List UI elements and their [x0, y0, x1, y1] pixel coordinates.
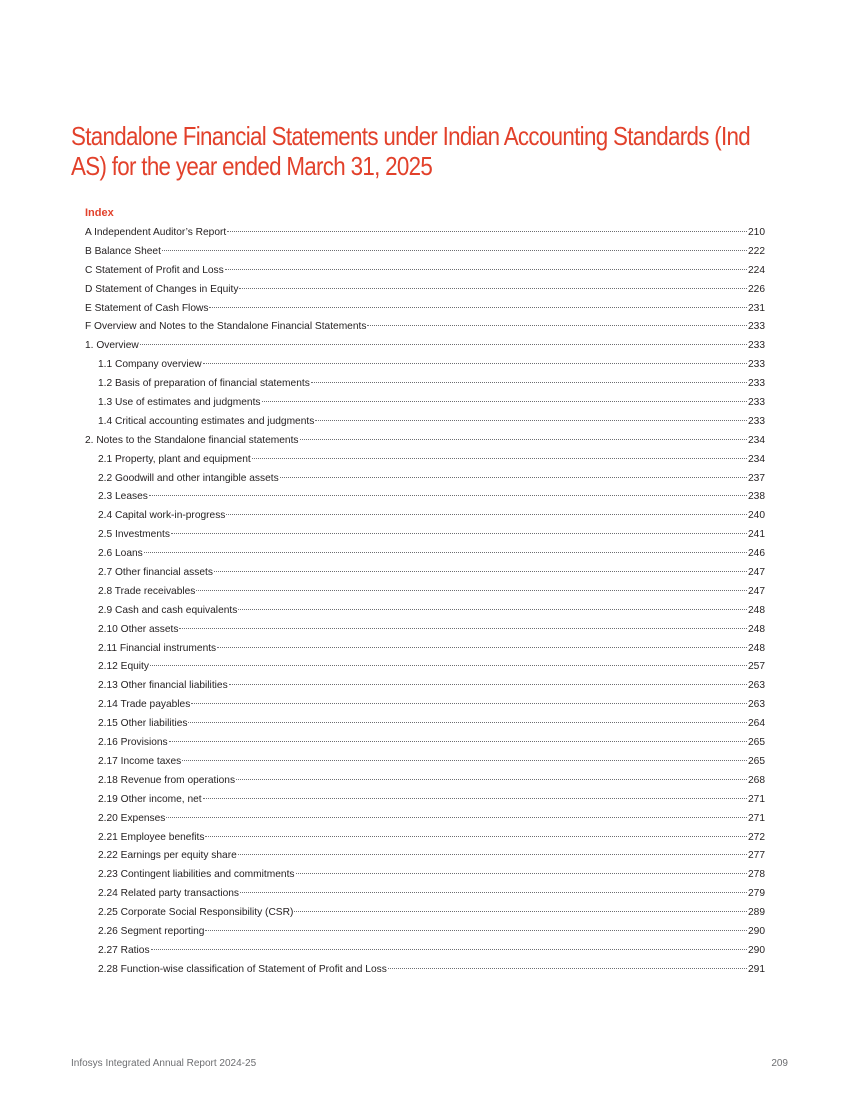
- dot-leader: [151, 949, 747, 950]
- toc-entry-page: 271: [748, 812, 765, 824]
- toc-entry-page: 248: [748, 623, 765, 635]
- toc-entry[interactable]: [85, 734, 765, 753]
- dot-leader: [205, 836, 747, 837]
- toc-entry[interactable]: [85, 300, 765, 319]
- toc-entry[interactable]: [85, 810, 765, 829]
- dot-leader: [203, 798, 747, 799]
- toc-entry-label: D Statement of Changes in Equity: [85, 283, 239, 295]
- toc-entry[interactable]: [85, 243, 765, 262]
- dot-leader: [171, 533, 747, 534]
- toc-entry[interactable]: [85, 829, 765, 848]
- toc-entry-page: 233: [748, 378, 765, 390]
- toc-entry-page: 277: [748, 850, 765, 862]
- dot-leader: [182, 760, 747, 761]
- toc-entry[interactable]: [85, 696, 765, 715]
- toc-entry[interactable]: [85, 262, 765, 281]
- toc-entry[interactable]: [85, 507, 765, 526]
- toc-entry[interactable]: [85, 904, 765, 923]
- dot-leader: [315, 420, 747, 421]
- table-of-contents: [85, 224, 765, 980]
- dot-leader: [238, 609, 747, 610]
- toc-entry-page: 233: [748, 415, 765, 427]
- toc-entry-page: 271: [748, 793, 765, 805]
- dot-leader: [240, 892, 747, 893]
- toc-entry-label: 2.17 Income taxes: [98, 755, 182, 767]
- toc-entry-label: 2.26 Segment reporting: [98, 925, 205, 937]
- toc-entry[interactable]: [85, 488, 765, 507]
- toc-entry[interactable]: [85, 961, 765, 980]
- toc-entry[interactable]: [85, 413, 765, 432]
- dot-leader: [150, 665, 747, 666]
- toc-entry-label: 2.13 Other financial liabilities: [98, 680, 228, 692]
- toc-entry[interactable]: [85, 432, 765, 451]
- toc-entry-page: 290: [748, 925, 765, 937]
- toc-entry[interactable]: [85, 356, 765, 375]
- toc-entry[interactable]: [85, 375, 765, 394]
- toc-entry-label: 2.22 Earnings per equity share: [98, 850, 237, 862]
- toc-entry-label: 2.25 Corporate Social Responsibility (CSR): [98, 907, 294, 919]
- toc-entry-page: 265: [748, 755, 765, 767]
- toc-entry-label: 2.3 Leases: [98, 491, 148, 503]
- toc-entry-label: 2.27 Ratios: [98, 944, 150, 956]
- dot-leader: [205, 930, 747, 931]
- dot-leader: [300, 439, 747, 440]
- toc-entry-label: 2.20 Expenses: [98, 812, 166, 824]
- toc-entry[interactable]: [85, 640, 765, 659]
- toc-entry-page: 231: [748, 302, 765, 314]
- toc-entry-page: 240: [748, 510, 765, 522]
- toc-entry-page: 241: [748, 529, 765, 541]
- dot-leader: [229, 684, 747, 685]
- toc-entry-page: 248: [748, 642, 765, 654]
- toc-entry[interactable]: [85, 885, 765, 904]
- dot-leader: [252, 458, 747, 459]
- toc-entry-page: 289: [748, 907, 765, 919]
- toc-entry-label: C Statement of Profit and Loss: [85, 264, 224, 276]
- toc-entry-page: 264: [748, 718, 765, 730]
- toc-entry-label: 2.12 Equity: [98, 661, 149, 673]
- dot-leader: [294, 911, 747, 912]
- dot-leader: [203, 363, 747, 364]
- dot-leader: [238, 854, 747, 855]
- toc-entry-label: 1.1 Company overview: [98, 359, 202, 371]
- dot-leader: [162, 250, 747, 251]
- dot-leader: [311, 382, 747, 383]
- toc-entry[interactable]: [85, 281, 765, 300]
- toc-entry-label: 1.4 Critical accounting estimates and judgments: [98, 415, 315, 427]
- toc-entry-page: 210: [748, 227, 765, 238]
- toc-entry[interactable]: [85, 318, 765, 337]
- toc-entry-label: 2.15 Other liabilities: [98, 718, 188, 730]
- toc-entry-label: 2.8 Trade receivables: [98, 585, 196, 597]
- toc-entry-page: 248: [748, 604, 765, 616]
- toc-entry-page: 257: [748, 661, 765, 673]
- dot-leader: [217, 647, 747, 648]
- toc-entry-label: 2.24 Related party transactions: [98, 888, 240, 900]
- toc-entry-page: 291: [748, 963, 765, 975]
- toc-entry-label: A Independent Auditor’s Report: [85, 227, 227, 238]
- toc-entry-label: 2.21 Employee benefits: [98, 831, 205, 843]
- toc-entry[interactable]: [85, 583, 765, 602]
- toc-entry[interactable]: [85, 772, 765, 791]
- toc-entry-label: 2.6 Loans: [98, 548, 143, 560]
- toc-entry-page: 237: [748, 472, 765, 484]
- dot-leader: [144, 552, 747, 553]
- toc-entry-page: 272: [748, 831, 765, 843]
- toc-entry-label: E Statement of Cash Flows: [85, 302, 209, 314]
- index-heading: Index: [85, 207, 114, 219]
- toc-entry-page: 279: [748, 888, 765, 900]
- toc-entry-label: 2.7 Other financial assets: [98, 567, 213, 579]
- toc-entry-label: 2.9 Cash and cash equivalents: [98, 604, 238, 616]
- toc-entry[interactable]: [85, 394, 765, 413]
- toc-entry[interactable]: [85, 715, 765, 734]
- toc-entry-label: 2.19 Other income, net: [98, 793, 202, 805]
- toc-entry-page: 238: [748, 491, 765, 503]
- footer-report-name: Infosys Integrated Annual Report 2024-25: [71, 1058, 257, 1069]
- dot-leader: [169, 741, 747, 742]
- toc-entry-page: 234: [748, 434, 765, 446]
- toc-entry-label: 2.4 Capital work-in-progress: [98, 510, 226, 522]
- toc-entry-page: 263: [748, 699, 765, 711]
- dot-leader: [140, 344, 747, 345]
- toc-entry-label: B Balance Sheet: [85, 245, 161, 257]
- dot-leader: [188, 722, 747, 723]
- toc-entry-page: 226: [748, 283, 765, 295]
- toc-entry-page: 265: [748, 737, 765, 749]
- toc-entry[interactable]: [85, 602, 765, 621]
- toc-entry-label: F Overview and Notes to the Standalone Financial Statements: [85, 321, 367, 333]
- toc-entry-label: 1. Overview: [85, 340, 139, 352]
- toc-entry-page: 247: [748, 585, 765, 597]
- toc-entry-label: 2.10 Other assets: [98, 623, 179, 635]
- toc-entry[interactable]: [85, 337, 765, 356]
- toc-entry-label: 2.11 Financial instruments: [98, 642, 217, 654]
- toc-entry-page: 290: [748, 944, 765, 956]
- dot-leader: [166, 817, 747, 818]
- toc-entry-label: 1.3 Use of estimates and judgments: [98, 397, 261, 409]
- toc-entry-label: 2.5 Investments: [98, 529, 170, 541]
- toc-entry-label: 2. Notes to the Standalone financial statements: [85, 434, 299, 446]
- toc-entry-page: 233: [748, 359, 765, 371]
- toc-entry-page: 233: [748, 321, 765, 333]
- dot-leader: [280, 477, 747, 478]
- toc-entry-page: 268: [748, 774, 765, 786]
- toc-entry[interactable]: [85, 847, 765, 866]
- dot-leader: [227, 231, 747, 232]
- toc-entry[interactable]: [85, 942, 765, 961]
- toc-entry[interactable]: [85, 545, 765, 564]
- dot-leader: [296, 873, 748, 874]
- dot-leader: [262, 401, 747, 402]
- dot-leader: [196, 590, 747, 591]
- toc-entry[interactable]: [85, 526, 765, 545]
- dot-leader: [367, 325, 747, 326]
- toc-entry[interactable]: [85, 470, 765, 489]
- dot-leader: [214, 571, 747, 572]
- toc-entry-page: 278: [748, 869, 765, 881]
- toc-entry[interactable]: [85, 224, 765, 243]
- toc-entry-label: 2.14 Trade payables: [98, 699, 191, 711]
- toc-entry-page: 233: [748, 340, 765, 352]
- toc-entry[interactable]: [85, 923, 765, 942]
- toc-entry[interactable]: [85, 791, 765, 810]
- toc-entry-page: 263: [748, 680, 765, 692]
- dot-leader: [236, 779, 747, 780]
- footer-page-number: 209: [771, 1058, 788, 1069]
- toc-entry-label: 2.1 Property, plant and equipment: [98, 453, 251, 465]
- dot-leader: [149, 495, 747, 496]
- dot-leader: [226, 514, 747, 515]
- toc-entry-label: 2.2 Goodwill and other intangible assets: [98, 472, 279, 484]
- toc-entry[interactable]: [85, 621, 765, 640]
- toc-entry[interactable]: [85, 451, 765, 470]
- toc-entry-page: 224: [748, 264, 765, 276]
- toc-entry-label: 1.2 Basis of preparation of financial statements: [98, 378, 310, 390]
- toc-entry-page: 234: [748, 453, 765, 465]
- toc-entry-page: 233: [748, 397, 765, 409]
- toc-entry-label: 2.18 Revenue from operations: [98, 774, 236, 786]
- toc-entry[interactable]: [85, 677, 765, 696]
- toc-entry[interactable]: [85, 753, 765, 772]
- dot-leader: [209, 307, 747, 308]
- toc-entry-page: 222: [748, 245, 765, 257]
- toc-entry-page: 247: [748, 567, 765, 579]
- dot-leader: [388, 968, 747, 969]
- dot-leader: [239, 288, 747, 289]
- page-title: Standalone Financial Statements under Indian Accounting Standards (Ind AS) for the year ended March 31, 2025: [71, 121, 751, 181]
- toc-entry[interactable]: [85, 658, 765, 677]
- toc-entry-label: 2.28 Function-wise classification of Statement of Profit and Loss: [98, 963, 387, 975]
- toc-entry-label: 2.16 Provisions: [98, 737, 168, 749]
- toc-entry-label: 2.23 Contingent liabilities and commitments: [98, 869, 295, 881]
- dot-leader: [191, 703, 747, 704]
- dot-leader: [225, 269, 747, 270]
- toc-entry[interactable]: [85, 866, 765, 885]
- toc-entry-page: 246: [748, 548, 765, 560]
- dot-leader: [179, 628, 747, 629]
- toc-entry[interactable]: [85, 564, 765, 583]
